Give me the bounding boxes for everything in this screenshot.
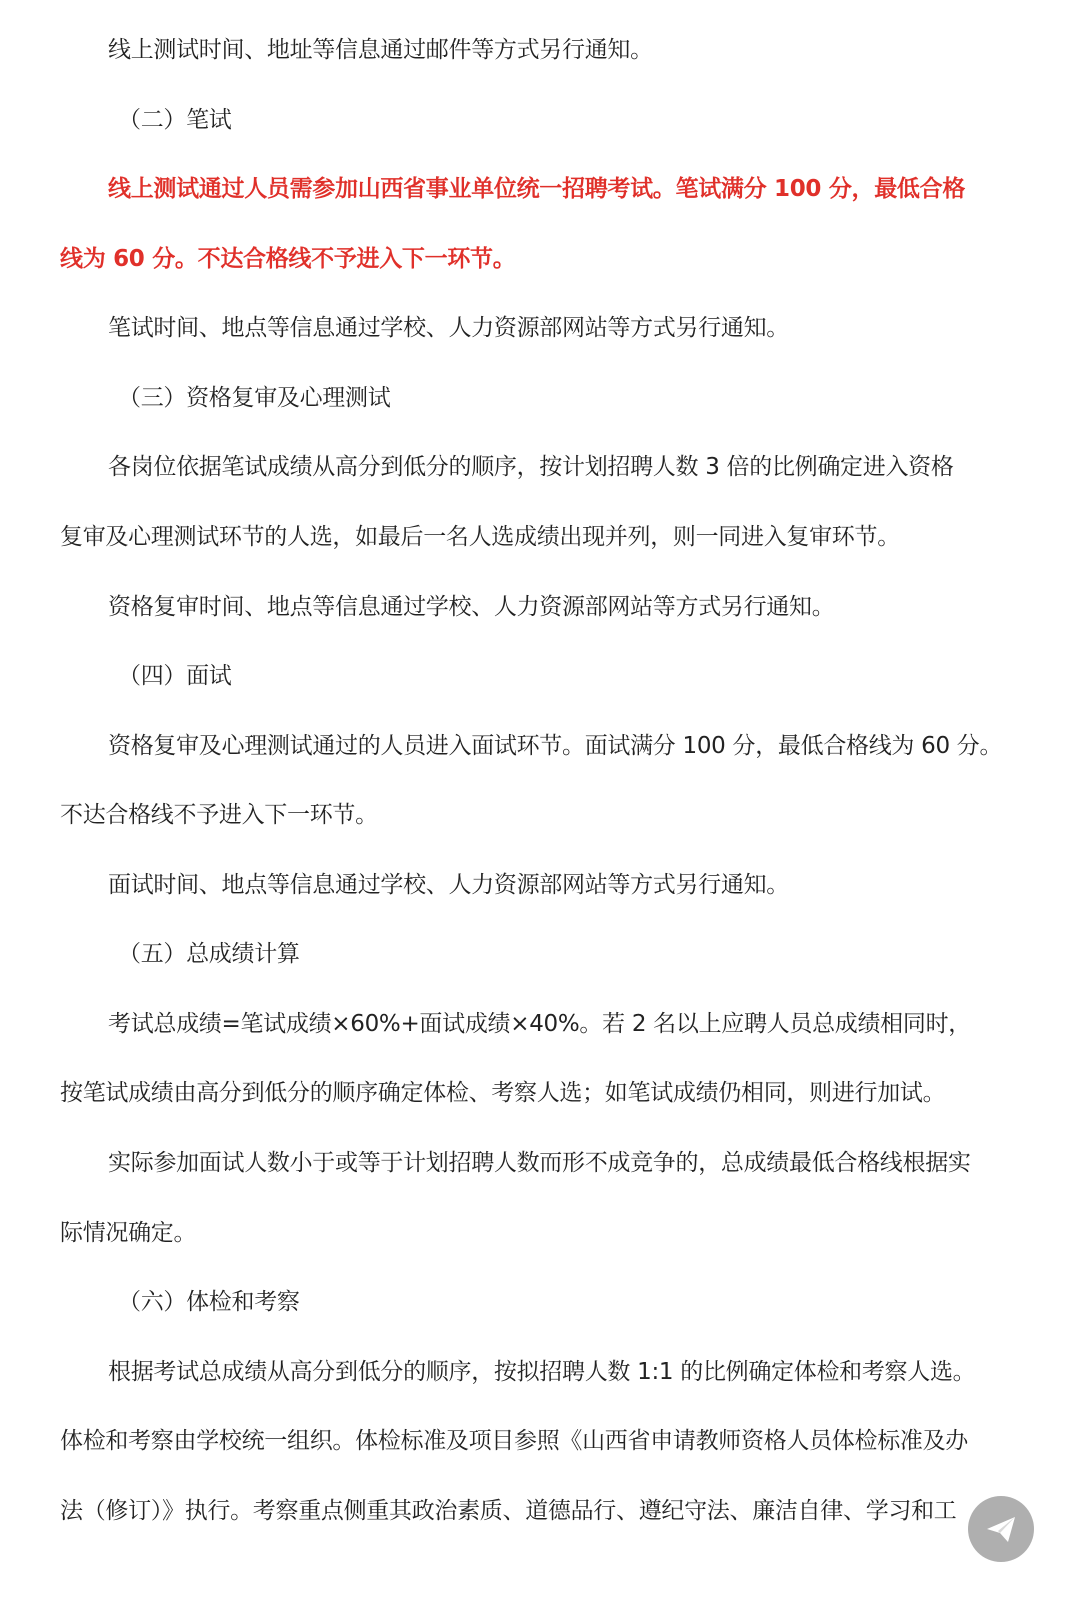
paragraph-line: 资格复审及心理测试通过的人员进入面试环节。面试满分 100 分，最低合格线为 60 分。 [108, 733, 1003, 759]
paragraph-line: 际情况确定。 [60, 1220, 197, 1246]
section-heading-qualification-review: （三）资格复审及心理测试 [118, 385, 391, 411]
paragraph-line: 面试时间、地点等信息通过学校、人力资源部网站等方式另行通知。 [108, 872, 790, 898]
floating-share-button[interactable] [968, 1496, 1034, 1562]
paragraph-line: 资格复审时间、地点等信息通过学校、人力资源部网站等方式另行通知。 [108, 594, 835, 620]
paragraph-line: 复审及心理测试环节的人选，如最后一名人选成绩出现并列，则一同进入复审环节。 [60, 524, 900, 550]
paragraph-line: 各岗位依据笔试成绩从高分到低分的顺序，按计划招聘人数 3 倍的比例确定进入资格 [108, 454, 954, 480]
highlighted-paragraph-line: 线为 60 分。不达合格线不予进入下一环节。 [60, 246, 516, 272]
paragraph-line: 不达合格线不予进入下一环节。 [60, 802, 378, 828]
paragraph-line: 按笔试成绩由高分到低分的顺序确定体检、考察人选；如笔试成绩仍相同，则进行加试。 [60, 1080, 946, 1106]
paragraph-line: 体检和考察由学校统一组织。体检标准及项目参照《山西省申请教师资格人员体检标准及办 [60, 1428, 969, 1454]
section-heading-medical-check: （六）体检和考察 [118, 1289, 300, 1315]
paragraph-line: 线上测试时间、地址等信息通过邮件等方式另行通知。 [108, 37, 653, 63]
paragraph-line: 考试总成绩=笔试成绩×60%+面试成绩×40%。若 2 名以上应聘人员总成绩相同时， [108, 1011, 971, 1037]
section-heading-interview: （四）面试 [118, 663, 232, 689]
paragraph-line: 根据考试总成绩从高分到低分的顺序，按拟招聘人数 1:1 的比例确定体检和考察人选。 [108, 1359, 976, 1385]
section-heading-total-score: （五）总成绩计算 [118, 941, 300, 967]
section-heading-written-exam: （二）笔试 [118, 107, 232, 133]
paragraph-line: 实际参加面试人数小于或等于计划招聘人数而形不成竞争的，总成绩最低合格线根据实 [108, 1150, 971, 1176]
send-icon [984, 1512, 1018, 1546]
highlighted-paragraph-line: 线上测试通过人员需参加山西省事业单位统一招聘考试。笔试满分 100 分，最低合格 [108, 176, 966, 202]
paragraph-line: 法（修订）》执行。考察重点侧重其政治素质、道德品行、遵纪守法、廉洁自律、学习和工 [60, 1498, 957, 1524]
paragraph-line: 笔试时间、地点等信息通过学校、人力资源部网站等方式另行通知。 [108, 315, 790, 341]
